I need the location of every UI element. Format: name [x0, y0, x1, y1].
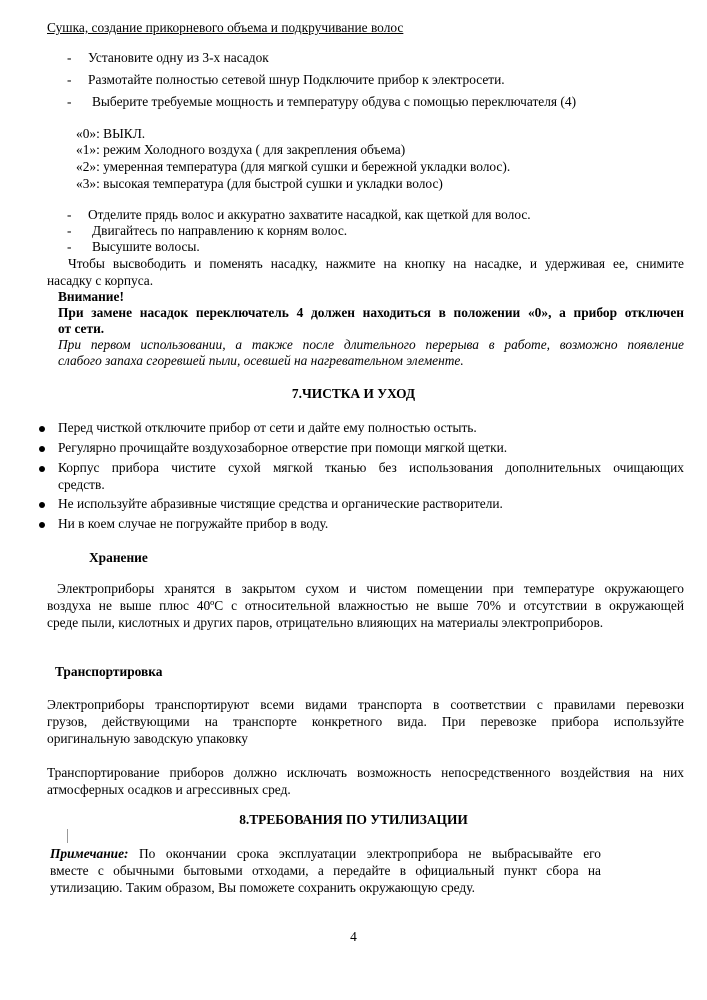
disposal-note-line3: утилизацию. Таким образом, Вы поможете сохранить окружающую среду. — [50, 880, 475, 895]
mode-item: «1»: режим Холодного воздуха ( для закрепления объема) — [76, 142, 406, 157]
list-item: Ни в коем случае не погружайте прибор в воду. — [58, 516, 329, 531]
transport-heading: Транспортировка — [55, 664, 163, 679]
bullet-icon — [39, 502, 45, 508]
bullet-icon — [39, 446, 45, 452]
list-item-continuation: средств. — [58, 477, 105, 492]
storage-line2: воздуха не выше плюс 40ºС с относительной влажностью не выше 70% и отсутствии в окружающей — [47, 598, 684, 613]
list-dash: - — [67, 94, 72, 109]
transport-p1-line1: Электроприборы транспортируют всеми видами транспорта в соответствии с правилами перевозки — [47, 697, 684, 712]
storage-line1: Электроприборы хранятся в закрытом сухом и чистом помещении при температуре окружающего — [57, 581, 684, 596]
storage-heading: Хранение — [89, 550, 148, 565]
page-number: 4 — [350, 929, 357, 944]
list-dash: - — [67, 207, 72, 222]
note-label: Примечание: — [50, 846, 129, 861]
list-item: Корпус прибора чистите сухой мягкой тканью без использования дополнительных очищающих — [58, 460, 684, 475]
list-item: Не используйте абразивные чистящие средства и органические растворители. — [58, 496, 503, 511]
list-item: Двигайтесь по направлению к корням волос. — [92, 223, 348, 238]
margin-marker — [67, 829, 68, 843]
list-dash: - — [67, 50, 72, 65]
list-item: Установите одну из 3-х насадок — [88, 50, 269, 65]
list-dash: - — [67, 223, 72, 238]
warning-note-line1: При первом использовании, а также после длительного перерыва в работе, возможно появление — [58, 337, 684, 352]
list-item: Перед чисткой отключите прибор от сети и дайте ему полностью остыть. — [58, 420, 477, 435]
transport-p1-line3: оригинальную заводскую упаковку — [47, 731, 248, 746]
warning-title: Внимание! — [58, 289, 124, 304]
warning-line2: от сети. — [58, 321, 105, 336]
transport-p2-line1: Транспортирование приборов должно исключать возможность непосредственного воздействия на них — [47, 765, 684, 780]
transport-p2-line2: атмосферных осадков и агрессивных сред. — [47, 782, 291, 797]
release-paragraph-line2: насадку с корпуса. — [47, 273, 154, 288]
list-item: Выберите требуемые мощность и температуру обдува с помощью переключателя (4) — [92, 94, 577, 109]
section-7-heading: 7.ЧИСТКА И УХОД — [291, 386, 416, 401]
section-8-heading: 8.ТРЕБОВАНИЯ ПО УТИЛИЗАЦИИ — [239, 812, 468, 827]
bullet-icon — [39, 426, 45, 432]
storage-line3: среде пыли, кислотных и других паров, отрицательно влияющих на материалы электроприборов. — [47, 615, 604, 630]
list-item: Высушите волосы. — [92, 239, 200, 254]
list-item: Размотайте полностью сетевой шнур Подключите прибор к электросети. — [88, 72, 505, 87]
section-title-drying: Сушка, создание прикорневого объема и подкручивание волос — [47, 20, 404, 35]
list-item: Отделите прядь волос и аккуратно захватите насадкой, как щеткой для волос. — [88, 207, 531, 222]
release-paragraph-line1: Чтобы высвободить и поменять насадку, нажмите на кнопку на насадке, и удерживая ее, снимите — [68, 256, 684, 271]
list-item: Регулярно прочищайте воздухозаборное отверстие при помощи мягкой щетки. — [58, 440, 508, 455]
warning-line1: При замене насадок переключатель 4 должен находиться в положении «0», а прибор отключен — [58, 305, 684, 320]
list-dash: - — [67, 72, 72, 87]
list-dash: - — [67, 239, 72, 254]
bullet-icon — [39, 466, 45, 472]
transport-p1-line2: грузов, действующими на транспорте конкретного вида. При перевозке прибора используйте — [47, 714, 684, 729]
warning-note-line2: слабого запаха сгоревшей пыли, осевшей на нагревательном элементе. — [58, 353, 464, 368]
disposal-note-line2: вместе с обычными бытовыми отходами, а передайте в официальный пункт сбора на — [50, 863, 601, 878]
note-text: По окончании срока эксплуатации электроприбора не выбрасывайте его — [128, 846, 601, 861]
mode-item: «0»: ВЫКЛ. — [76, 126, 146, 141]
mode-item: «3»: высокая температура (для быстрой сушки и укладки волос) — [76, 176, 443, 191]
mode-item: «2»: умеренная температура (для мягкой сушки и бережной укладки волос). — [76, 159, 511, 174]
bullet-icon — [39, 522, 45, 528]
disposal-note-line1 — [50, 845, 601, 862]
